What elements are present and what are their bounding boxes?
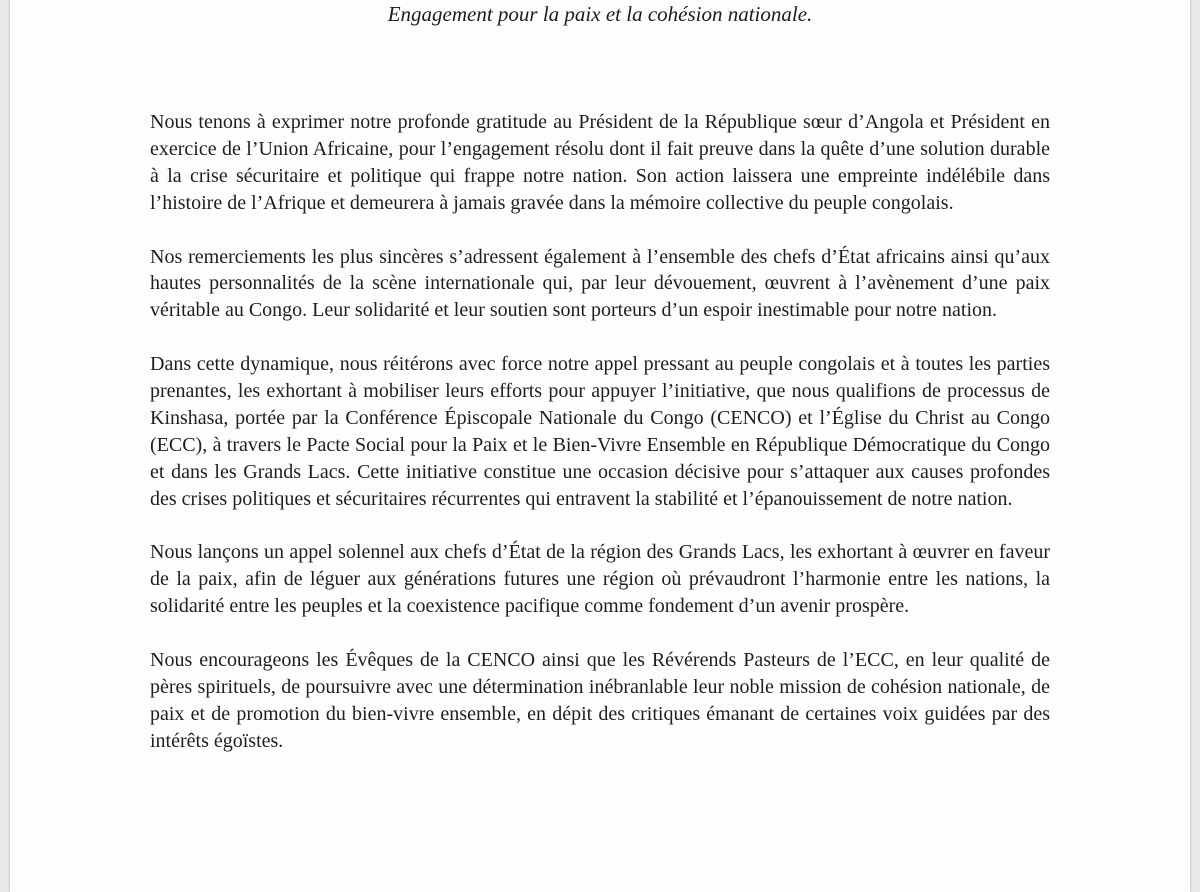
- paragraph-gratitude-angola: Nous tenons à exprimer notre profonde gratitude au Président de la République sœur d’Angola et Président en exercice de l’Union Africaine, pour l’engagement résolu dont il fait preuve dans la quête d’une solution durable à la crise sécuritaire et politique qui frappe notre nation. Son action laissera une empreinte indélébile dans l’histoire de l’Afrique et demeurera à jamais gravée dans la mémoire collective du peuple congolais.: [150, 111, 1050, 214]
- document-subtitle: Engagement pour la paix et la cohésion nationale.: [387, 2, 813, 26]
- paragraph-great-lakes-appeal: Nous lançons un appel solennel aux chefs d’État de la région des Grands Lacs, les exhortant à œuvrer en faveur de la paix, afin de léguer aux générations futures une région où prévaudront l’harmonie entre les nations, la solidarité entre les peuples et la coexistence pacifique comme fondement d’un avenir prospère.: [150, 541, 1050, 618]
- paragraph-kinshasa-process: Dans cette dynamique, nous réitérons avec force notre appel pressant au peuple congolais et à toutes les parties prenantes, les exhortant à mobiliser leurs efforts pour appuyer l’initiative, que nous qualifions de processus de Kinshasa, portée par la Conférence Épiscopale Nationale du Congo (CENCO) et l’Église du Christ au Congo (ECC), à travers le Pacte Social pour la Paix et le Bien-Vivre Ensemble en République Démocratique du Congo et dans les Grands Lacs. Cette initiative constitue une occasion décisive pour s’attaquer aux causes profondes des crises politiques et sécuritaires récurrentes qui entravent la stabilité et l’épanouissement de notre nation.: [150, 353, 1050, 510]
- document-page: [10, 0, 1190, 892]
- paragraph-thanks-heads-of-state: Nos remerciements les plus sincères s’adressent également à l’ensemble des chefs d’État africains ainsi qu’aux hautes personnalités de la scène internationale qui, par leur dévouement, œuvrent à l’avènement d’une paix véritable au Congo. Leur solidarité et leur soutien sont porteurs d’un espoir inestimable pour notre nation.: [150, 245, 1050, 322]
- document-body: [150, 109, 1050, 782]
- paragraph-cenco-ecc-encouragement: Nous encourageons les Évêques de la CENCO ainsi que les Révérends Pasteurs de l’ECC, en leur qualité de pères spirituels, de poursuivre avec une détermination inébranlable leur noble mission de cohésion nationale, de paix et de promotion du bien-vivre ensemble, en dépit des critiques émanant de certaines voix guidées par des intérêts égoïstes.: [150, 649, 1050, 752]
